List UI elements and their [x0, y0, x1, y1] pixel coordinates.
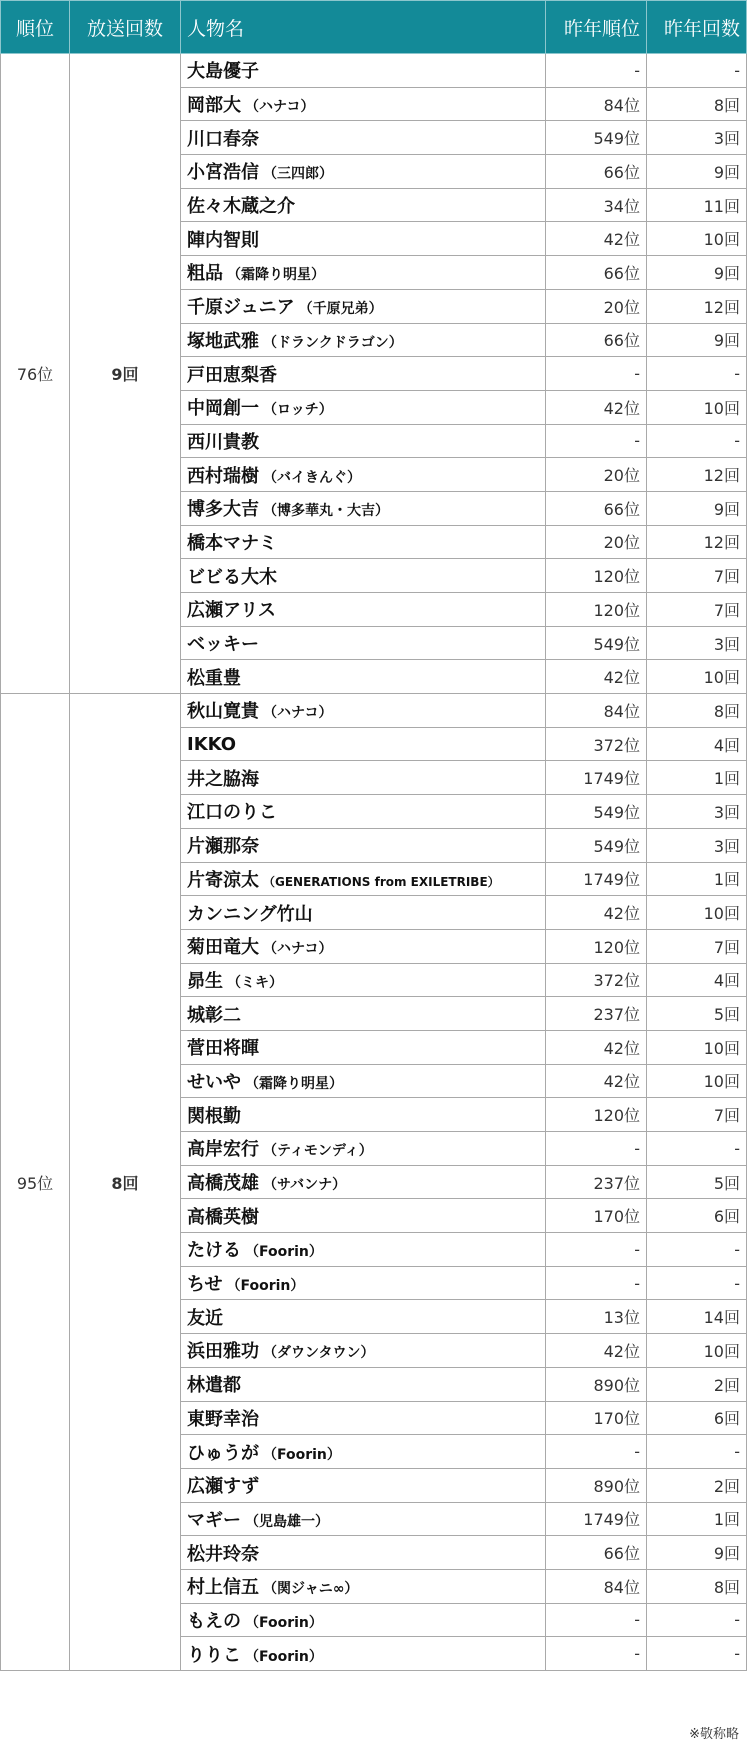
- table-body: [1, 54, 747, 1671]
- person-name: 橋本マナミ: [187, 532, 277, 554]
- last-year-count-cell: 7回: [647, 559, 747, 593]
- header-last-year-rank: 昨年順位: [546, 1, 647, 54]
- person-name-cell: [181, 1098, 546, 1132]
- person-affiliation: （霜降り明星）: [227, 267, 325, 284]
- person-name-cell: [181, 1536, 546, 1570]
- last-year-rank-cell: -: [546, 1603, 647, 1637]
- last-year-rank-cell: 84位: [546, 87, 647, 121]
- person-name: 友近: [187, 1307, 223, 1329]
- last-year-count-cell: 12回: [647, 525, 747, 559]
- last-year-rank-cell: 20位: [546, 458, 647, 492]
- last-year-count-cell: 3回: [647, 626, 747, 660]
- broadcast-count-cell: 9回: [70, 54, 181, 694]
- person-name: 川口春奈: [187, 128, 259, 150]
- last-year-rank-cell: 1749位: [546, 862, 647, 896]
- last-year-count-cell: 3回: [647, 795, 747, 829]
- person-name: 村上信五: [187, 1577, 259, 1599]
- person-name-cell: [181, 289, 546, 323]
- person-name-cell: [181, 188, 546, 222]
- person-name: 東野幸治: [187, 1408, 259, 1430]
- person-name: 千原ジュニア: [187, 297, 295, 319]
- last-year-count-cell: 9回: [647, 256, 747, 290]
- person-name-cell: [181, 727, 546, 761]
- last-year-rank-cell: 42位: [546, 1030, 647, 1064]
- person-name-cell: [181, 54, 546, 88]
- last-year-count-cell: -: [647, 1132, 747, 1166]
- last-year-rank-cell: 20位: [546, 289, 647, 323]
- last-year-rank-cell: 66位: [546, 256, 647, 290]
- last-year-count-cell: -: [647, 1233, 747, 1267]
- last-year-count-cell: 7回: [647, 1098, 747, 1132]
- header-broadcast-count: 放送回数: [70, 1, 181, 54]
- last-year-count-cell: 10回: [647, 896, 747, 930]
- person-affiliation: （ティモンディ）: [263, 1143, 373, 1160]
- person-name-cell: [181, 1435, 546, 1469]
- last-year-rank-cell: 237位: [546, 997, 647, 1031]
- person-name-cell: [181, 1266, 546, 1300]
- last-year-rank-cell: 42位: [546, 896, 647, 930]
- person-affiliation: （GENERATIONS from EXILETRIBE）: [263, 874, 500, 889]
- person-name: 菅田将暉: [187, 1038, 259, 1060]
- person-affiliation: （Foorin）: [263, 1446, 341, 1463]
- header-rank: 順位: [1, 1, 70, 54]
- last-year-count-cell: 1回: [647, 1502, 747, 1536]
- table-row: [1, 54, 747, 88]
- person-name-cell: [181, 1367, 546, 1401]
- person-name-cell: [181, 121, 546, 155]
- person-affiliation: （児島雄一）: [245, 1513, 329, 1530]
- person-name: 秋山寛貴: [187, 701, 259, 723]
- person-name: 高橋英樹: [187, 1206, 259, 1228]
- person-name: 片瀬那奈: [187, 836, 259, 858]
- last-year-rank-cell: 120位: [546, 1098, 647, 1132]
- last-year-count-cell: -: [647, 1637, 747, 1671]
- last-year-count-cell: 9回: [647, 1536, 747, 1570]
- person-name: 江口のりこ: [187, 802, 277, 824]
- person-name: 小宮浩信: [187, 162, 259, 184]
- last-year-rank-cell: 170位: [546, 1199, 647, 1233]
- last-year-rank-cell: 20位: [546, 525, 647, 559]
- last-year-count-cell: 10回: [647, 390, 747, 424]
- person-name-cell: [181, 458, 546, 492]
- person-name-cell: [181, 862, 546, 896]
- person-name: マギー: [187, 1509, 241, 1531]
- person-name-cell: [181, 1165, 546, 1199]
- last-year-rank-cell: 890位: [546, 1468, 647, 1502]
- last-year-rank-cell: 66位: [546, 155, 647, 189]
- last-year-count-cell: 12回: [647, 458, 747, 492]
- last-year-count-cell: 8回: [647, 694, 747, 728]
- table-row: [1, 694, 747, 728]
- person-name: りりこ: [187, 1644, 241, 1666]
- last-year-count-cell: 2回: [647, 1468, 747, 1502]
- person-name: 広瀬すず: [187, 1476, 260, 1498]
- footnote: ※敬称略: [689, 1727, 739, 1742]
- person-name: 菊田竜大: [187, 937, 259, 959]
- person-name: 城彰二: [187, 1004, 241, 1026]
- person-name-cell: [181, 963, 546, 997]
- last-year-rank-cell: -: [546, 1435, 647, 1469]
- last-year-rank-cell: 66位: [546, 1536, 647, 1570]
- last-year-count-cell: 1回: [647, 761, 747, 795]
- header-last-year-count: 昨年回数: [647, 1, 747, 54]
- table-header-row: [1, 1, 747, 54]
- last-year-count-cell: 10回: [647, 1064, 747, 1098]
- person-name: 塚地武雅: [187, 330, 259, 352]
- last-year-count-cell: 12回: [647, 289, 747, 323]
- last-year-count-cell: 1回: [647, 862, 747, 896]
- last-year-rank-cell: 549位: [546, 795, 647, 829]
- last-year-rank-cell: 549位: [546, 121, 647, 155]
- person-name-cell: [181, 593, 546, 627]
- person-affiliation: （ロッチ）: [263, 402, 333, 419]
- last-year-rank-cell: 120位: [546, 559, 647, 593]
- last-year-rank-cell: 84位: [546, 1569, 647, 1603]
- person-name-cell: [181, 1300, 546, 1334]
- person-name: 井之脇海: [187, 768, 259, 790]
- last-year-count-cell: 10回: [647, 1334, 747, 1368]
- person-name-cell: [181, 795, 546, 829]
- last-year-rank-cell: 120位: [546, 593, 647, 627]
- last-year-rank-cell: 890位: [546, 1367, 647, 1401]
- last-year-rank-cell: -: [546, 1132, 647, 1166]
- last-year-count-cell: 9回: [647, 491, 747, 525]
- person-affiliation: （Foorin）: [245, 1614, 323, 1631]
- last-year-rank-cell: 120位: [546, 929, 647, 963]
- person-name-cell: [181, 828, 546, 862]
- person-name: せいや: [187, 1071, 241, 1093]
- last-year-count-cell: 7回: [647, 929, 747, 963]
- last-year-rank-cell: 1749位: [546, 1502, 647, 1536]
- person-name-cell: [181, 1569, 546, 1603]
- person-name: 佐々木蔵之介: [187, 196, 295, 218]
- person-name-cell: [181, 1502, 546, 1536]
- last-year-count-cell: 6回: [647, 1401, 747, 1435]
- person-name-cell: [181, 525, 546, 559]
- last-year-count-cell: 6回: [647, 1199, 747, 1233]
- person-name: 岡部大: [187, 95, 241, 117]
- person-name: 広瀬アリス: [187, 600, 276, 622]
- person-affiliation: （ハナコ）: [263, 705, 333, 722]
- person-affiliation: （ミキ）: [227, 974, 283, 991]
- last-year-rank-cell: -: [546, 1233, 647, 1267]
- last-year-rank-cell: 66位: [546, 323, 647, 357]
- last-year-count-cell: 14回: [647, 1300, 747, 1334]
- last-year-count-cell: 10回: [647, 222, 747, 256]
- last-year-rank-cell: 372位: [546, 963, 647, 997]
- last-year-rank-cell: -: [546, 1266, 647, 1300]
- last-year-rank-cell: 66位: [546, 491, 647, 525]
- last-year-count-cell: -: [647, 1266, 747, 1300]
- person-name-cell: [181, 491, 546, 525]
- last-year-count-cell: 8回: [647, 87, 747, 121]
- person-name-cell: [181, 1132, 546, 1166]
- person-name: 大島優子: [187, 61, 259, 83]
- person-name-cell: [181, 626, 546, 660]
- last-year-rank-cell: -: [546, 357, 647, 391]
- person-name: 高岸宏行: [187, 1139, 259, 1161]
- last-year-rank-cell: 170位: [546, 1401, 647, 1435]
- person-name-cell: [181, 357, 546, 391]
- person-name-cell: [181, 1637, 546, 1671]
- person-name-cell: [181, 1199, 546, 1233]
- last-year-rank-cell: 42位: [546, 390, 647, 424]
- last-year-rank-cell: 1749位: [546, 761, 647, 795]
- person-name: もえの: [187, 1610, 241, 1632]
- person-name-cell: [181, 997, 546, 1031]
- last-year-count-cell: 3回: [647, 121, 747, 155]
- person-name-cell: [181, 1468, 546, 1502]
- person-name: 昴生: [187, 970, 223, 992]
- person-name: 片寄涼太: [187, 869, 259, 891]
- last-year-count-cell: 8回: [647, 1569, 747, 1603]
- last-year-count-cell: 11回: [647, 188, 747, 222]
- last-year-count-cell: 3回: [647, 828, 747, 862]
- last-year-count-cell: 2回: [647, 1367, 747, 1401]
- person-name-cell: [181, 1064, 546, 1098]
- person-name: 西村瑞樹: [187, 465, 259, 487]
- person-name-cell: [181, 256, 546, 290]
- person-name: 陣内智則: [187, 229, 259, 251]
- last-year-count-cell: 10回: [647, 660, 747, 694]
- person-affiliation: （Foorin）: [245, 1244, 323, 1261]
- person-affiliation: （霜降り明星）: [245, 1075, 343, 1092]
- person-name: IKKO: [187, 733, 237, 755]
- person-name-cell: [181, 424, 546, 458]
- person-name: 林遣都: [187, 1375, 241, 1397]
- person-name: 西川貴教: [187, 431, 259, 453]
- last-year-count-cell: 5回: [647, 1165, 747, 1199]
- last-year-rank-cell: 549位: [546, 626, 647, 660]
- last-year-rank-cell: 84位: [546, 694, 647, 728]
- last-year-rank-cell: -: [546, 54, 647, 88]
- last-year-rank-cell: -: [546, 1637, 647, 1671]
- person-name: 関根勤: [187, 1105, 241, 1127]
- person-name-cell: [181, 1233, 546, 1267]
- person-affiliation: （関ジャニ∞）: [263, 1581, 359, 1598]
- person-name: 高橋茂雄: [187, 1173, 259, 1195]
- person-name: カンニング竹山: [187, 903, 313, 925]
- person-name-cell: [181, 660, 546, 694]
- last-year-count-cell: -: [647, 54, 747, 88]
- last-year-count-cell: 4回: [647, 727, 747, 761]
- person-name-cell: [181, 87, 546, 121]
- person-name-cell: [181, 1401, 546, 1435]
- person-name-cell: [181, 896, 546, 930]
- last-year-count-cell: -: [647, 1435, 747, 1469]
- person-affiliation: （Foorin）: [245, 1648, 323, 1665]
- person-name-cell: [181, 1334, 546, 1368]
- person-affiliation: （ダウンタウン）: [263, 1345, 375, 1362]
- person-name-cell: [181, 1603, 546, 1637]
- last-year-count-cell: 5回: [647, 997, 747, 1031]
- person-name: 中岡創一: [187, 398, 259, 420]
- last-year-rank-cell: 42位: [546, 1334, 647, 1368]
- last-year-count-cell: 9回: [647, 323, 747, 357]
- rank-cell: 76位: [1, 54, 70, 694]
- person-name: ちせ: [187, 1274, 223, 1296]
- broadcast-count-cell: 8回: [70, 694, 181, 1671]
- last-year-count-cell: 7回: [647, 593, 747, 627]
- person-name-cell: [181, 559, 546, 593]
- person-affiliation: （千原兄弟）: [298, 301, 383, 318]
- last-year-rank-cell: 42位: [546, 222, 647, 256]
- person-name: 戸田恵梨香: [187, 364, 277, 386]
- last-year-rank-cell: 549位: [546, 828, 647, 862]
- person-name: 浜田雅功: [187, 1341, 259, 1363]
- person-name-cell: [181, 323, 546, 357]
- person-name-cell: [181, 929, 546, 963]
- last-year-count-cell: -: [647, 357, 747, 391]
- last-year-rank-cell: 13位: [546, 1300, 647, 1334]
- last-year-count-cell: -: [647, 424, 747, 458]
- rank-cell: 95位: [1, 694, 70, 1671]
- header-person-name: 人物名: [181, 1, 546, 54]
- person-name-cell: [181, 694, 546, 728]
- last-year-count-cell: -: [647, 1603, 747, 1637]
- person-affiliation: （バイきんぐ）: [263, 469, 361, 486]
- person-affiliation: （三四郎）: [263, 166, 333, 183]
- person-affiliation: （ハナコ）: [245, 99, 315, 116]
- person-affiliation: （Foorin）: [226, 1278, 305, 1295]
- person-affiliation: （サバンナ）: [263, 1177, 347, 1194]
- person-name: ビビる大木: [187, 566, 277, 588]
- person-name-cell: [181, 390, 546, 424]
- person-name: たける: [187, 1240, 241, 1262]
- person-name: 博多大吉: [187, 499, 259, 521]
- last-year-rank-cell: 42位: [546, 660, 647, 694]
- last-year-rank-cell: 42位: [546, 1064, 647, 1098]
- person-name: 松重豊: [187, 667, 241, 689]
- person-name-cell: [181, 222, 546, 256]
- person-name-cell: [181, 155, 546, 189]
- last-year-rank-cell: -: [546, 424, 647, 458]
- last-year-rank-cell: 237位: [546, 1165, 647, 1199]
- last-year-rank-cell: 372位: [546, 727, 647, 761]
- person-name: ひゅうが: [187, 1442, 259, 1464]
- last-year-rank-cell: 34位: [546, 188, 647, 222]
- last-year-count-cell: 4回: [647, 963, 747, 997]
- last-year-count-cell: 10回: [647, 1030, 747, 1064]
- person-name-cell: [181, 1030, 546, 1064]
- person-name-cell: [181, 761, 546, 795]
- last-year-count-cell: 9回: [647, 155, 747, 189]
- person-affiliation: （ハナコ）: [263, 941, 333, 958]
- person-affiliation: （ドランクドラゴン）: [263, 334, 403, 351]
- person-name: 粗品: [187, 263, 223, 285]
- person-affiliation: （博多華丸・大吉）: [263, 503, 389, 520]
- person-name: ベッキー: [187, 634, 259, 656]
- person-name: 松井玲奈: [187, 1543, 259, 1565]
